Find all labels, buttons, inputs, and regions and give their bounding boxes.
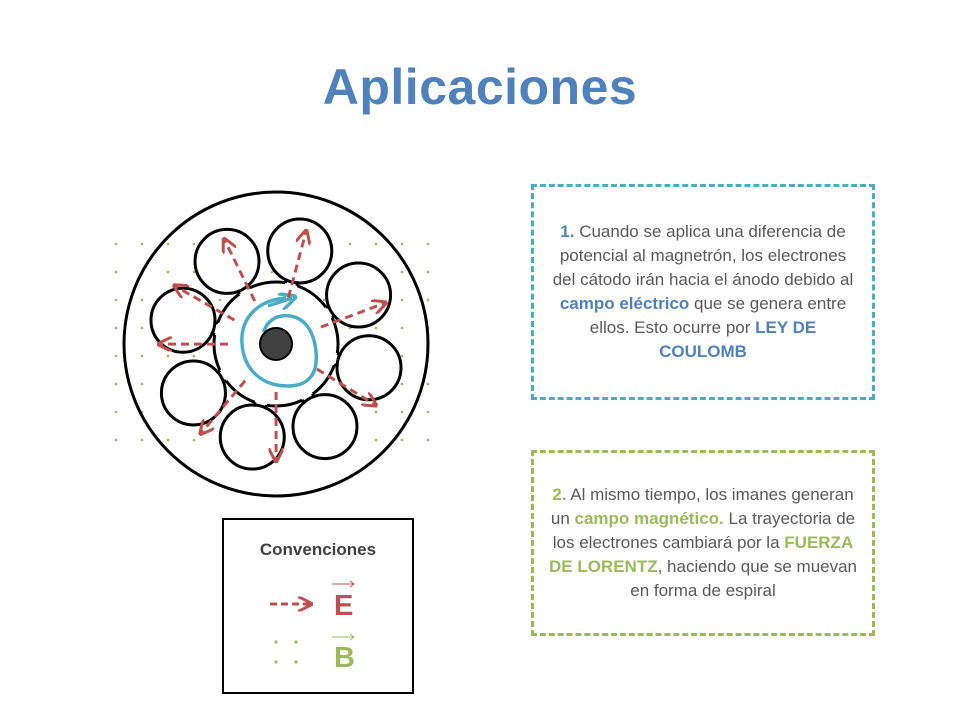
legend-b-symbol: B [334, 642, 355, 674]
electric-field-term: campo eléctrico [559, 294, 690, 313]
magnetic-field-dot [401, 411, 404, 414]
magnetic-field-dot [271, 271, 274, 274]
magnetic-field-dot [375, 243, 378, 246]
magnetic-field-dot [115, 383, 118, 386]
lorentz-force-term: FUERZA DE LORENTZ [548, 533, 854, 576]
legend-b-vector-bar [332, 634, 354, 640]
step-number-2: 2. [552, 485, 567, 504]
magnetic-field-dot [115, 271, 118, 274]
magnetic-field-dot [427, 271, 430, 274]
magnetic-field-dot [375, 411, 378, 414]
magnetic-field-dot [167, 271, 170, 274]
resonant-cavity [268, 219, 332, 283]
magnetic-field-dot [401, 439, 404, 442]
magnetic-field-dot [323, 299, 326, 302]
legend-magnetic-dots [274, 640, 297, 663]
magnetic-field-dot [115, 243, 118, 246]
magnetic-field-dot [375, 327, 378, 330]
resonant-cavity [195, 229, 259, 293]
magnetic-field-dot [401, 327, 404, 330]
explanation-box-2 [531, 450, 875, 636]
box2-text-b: La trayectoria de los electrones cambiará por la [552, 509, 856, 552]
magnetic-field-dot [141, 439, 144, 442]
explanation-text-1 [548, 220, 858, 364]
magnetic-field-dot [167, 355, 170, 358]
legend-e-symbol: E [334, 590, 354, 622]
magnetic-field-dot [141, 383, 144, 386]
magnetic-field-dot [401, 299, 404, 302]
resonant-cavity [293, 395, 357, 459]
coulomb-law-term: LEY DE COULOMB [659, 318, 817, 361]
magnetic-field-dot [141, 327, 144, 330]
magnetic-field-dot [193, 355, 196, 358]
magnetic-field-dot [375, 439, 378, 442]
box2-text-a: Al mismo tiempo, los imanes generan un [550, 485, 854, 528]
cathode [260, 328, 292, 360]
legend-title: Convenciones [259, 540, 377, 559]
resonant-cavity [337, 336, 401, 400]
legend-e-vector-bar [332, 581, 354, 587]
explanation-text-2 [548, 483, 858, 603]
magnetic-field-dot [141, 243, 144, 246]
magnetic-field-dot [193, 271, 196, 274]
step-number-1: 1. [560, 222, 575, 241]
magnetic-field-dot [349, 243, 352, 246]
magnetic-field-dot [115, 411, 118, 414]
magnetic-field-dot [401, 243, 404, 246]
magnetic-field-dot [115, 439, 118, 442]
magnetic-field-dot [193, 439, 196, 442]
magnetic-field-dot [115, 299, 118, 302]
magnetic-field-dot [141, 299, 144, 302]
magnetic-field-dot [427, 243, 430, 246]
magnetic-field-dot [427, 299, 430, 302]
magnetic-field-dot [401, 271, 404, 274]
slide-title: Aplicaciones [322, 59, 638, 115]
magnetic-field-dot [401, 383, 404, 386]
resonant-cavity [327, 263, 391, 327]
magnetic-field-term: campo magnético. [574, 509, 724, 528]
box2-text-c: , haciendo que se muevan en forma de espiral [630, 557, 858, 600]
box1-text-a: Cuando se aplica una diferencia de potencial al magnetrón, los electrones del cátodo irán hacia el ánodo debido al [552, 222, 854, 289]
legend-symbols [224, 520, 414, 694]
magnetic-field-dot [115, 327, 118, 330]
magnetic-field-dot [427, 439, 430, 442]
magnetic-field-dot [167, 243, 170, 246]
legend-box [222, 518, 414, 694]
magnetic-field-dot [401, 355, 404, 358]
explanation-box-1 [531, 184, 875, 400]
magnetic-field-dot [141, 355, 144, 358]
magnetic-field-dot [427, 411, 430, 414]
magnetic-field-dot [115, 355, 118, 358]
magnetic-field-dot [219, 299, 222, 302]
magnetic-field-dot [193, 243, 196, 246]
box1-text-b: que se genera entre ellos. Esto ocurre por [589, 294, 847, 337]
magnetic-field-dot [427, 383, 430, 386]
magnetic-field-dot [167, 439, 170, 442]
